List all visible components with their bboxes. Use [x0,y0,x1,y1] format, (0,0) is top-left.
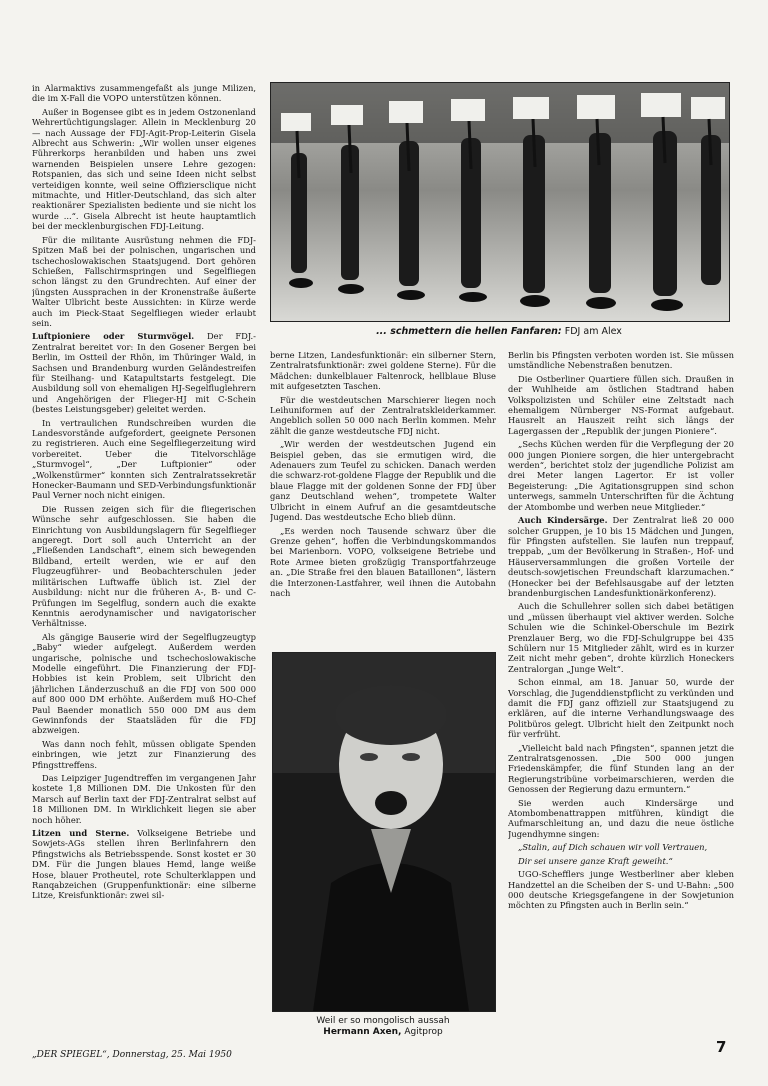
paragraph [32,828,256,901]
caption-text: FDJ am Alex [564,326,622,337]
caption-name: Hermann Axen, [323,1027,402,1037]
paragraph [32,331,256,414]
photo-fanfare-march [270,82,730,322]
paragraph: Die Ostberliner Quartiere füllen sich. Draußen in der Wuhlheide am östlichen Stadtrand haben Volkspolizisten und Schüler eine Zeltstadt nach ehemaligem Nürnberger NS-Format aufgebaut. Hausrelt an Hauszeit reiht sich längs der Lagergassen der „Republik der jungen Pioniere“. [508,373,734,436]
paragraph [508,515,734,598]
caption-lead: ... schmettern die hellen Fanfaren: [376,326,562,337]
photo-portrait-graphic [273,653,495,1011]
paragraph-text: Der FDJ.-Zentralrat bereitet vor: In den Gosener Bergen bei Berlin, im Ostteil der Rhön, im Thüringer Wald, in Sachsen und Brandenburg wurden Geländestreifen für Steilhang- und Katapultstarts festgelegt. Die Ausbildung soll von ehemaligen HJ-Segelfluglehrern und Angehörigen der Flieger-HJ mit C-Schein (bestes Leistungsgeber) geleitet werden. [32,331,256,415]
section-lead: Litzen und Sterne. [32,828,130,839]
paragraph: „Wir werden der westdeutschen Jugend ein Beispiel geben, das sie ermutigen wird, die Adenauers zum Teufel zu schicken. Danach werden die schwarz-rot-goldene Flagge der Republik und die blaue Flagge mit der goldenen Sonne der FDJ über ganz Deutschland wehen“, trompetete Walter Ulbricht in einem Aufruf an die gesamtdeutsche Jugend. Das westdeutsche Echo blieb dünn. [270,439,496,523]
paragraph-text: Der Zentralrat ließ 20 000 solcher Gruppen, je 10 bis 15 Mädchen und Jungen, für Pfingsten aufstellen. Sie laufen nun treppauf, treppab, „um der Bevölkerung in Straßen-, Hof- und Häuserversammlungen die großen Vorteile der deutsch-sowjetischen Freundschaft klarzumachen.“ (Honecker bei der Befehlsausgabe auf der letzten brandenburgischen Landesfunktionärkonferenz). [508,515,734,598]
caption-line: Weil er so mongolisch aussah [316,1016,450,1026]
paragraph-text: Volkseigene Betriebe und Sowjets-AGs stellen ihren Berlinfahrern den Pfingstwichs als Betriebsspende. Sonst kostet er 30 DM. Für die Jungen blaues Hemd, lange weiße Hose, blauer Protheutel, rote Schulterklappen und Ranqabzeichen (Gruppenfunktionär: eine silberne Litze, Kreisfunktionär: zwei sil- [32,828,256,901]
paragraph: berne Litzen, Landesfunktionär: ein silberner Stern, Zentralratsfunktionär: zwei goldene Sterne). Für die Mädchen: dunkelblauer Faltenrock, hellblaue Bluse mit aufgesetzten Taschen. [270,350,496,392]
paragraph: Auch die Schullehrer sollen sich dabei betätigen und „müssen überhaupt viel aktiver werden. Solche Schulen wie die Schinkel-Oberschule im Bezirk Prenzlauer Berg, wo die FDJ-Schulgruppe bei 435 Schülern nur 15 Mitglieder zählt, wird es in kurzer Zeit nicht mehr geben“, drohte kürzlich Honeckers Zentralorgan „Junge Welt“. [508,601,734,674]
photo-caption-top [270,326,728,337]
page-number: 7 [716,1038,727,1056]
paragraph: Für die militante Ausrüstung nehmen die FDJ-Spitzen Maß bei der polnischen, ungarischen und tschechoslowakischen Staatsjugend. Dort gehören Schießen, Fallschirmspringen und Segelfliegen schon längst zu den Grundrechten. Auf einer der jüngsten Aussprachen in der Kronenstraße äußerte Walter Ulbricht beste Aussichten: in Kürze werde auch im Pieck-Staat Segelfliegen wieder erlaubt sein. [32,234,256,328]
paragraph: Sie werden auch Kindersärge und Atombombenattrappen mitführen, kündigt die Aufmarschleitung an, und dazu die neue östliche Jugendhymne singen: [508,797,734,839]
paragraph: Als gängige Bauserie wird der Segelflugzeugtyp „Baby“ wieder aufgelegt. Außerdem werden ungarische, polnische und tschechoslowakische Modelle eingeführt. Die Finanzierung der FDJ-Hobbies ist kein Problem, seit Ulbricht den jährlichen Länderzuschuß an die FDJ von 500 000 auf 800 000 DM erhöhte. Außerdem muß HO-Chef Paul Baender monatlich 550 000 DM aus dem Gewinnfonds der Staatsläden für die FDJ abzweigen. [32,631,256,736]
paragraph: Schon einmal, am 18. Januar 50, wurde der Vorschlag, die Jugenddienstpflicht zu verkünden und damit die FDJ ganz offiziell zur Staatsjugend zu erklären, auf die interne Verhandlungswaage des Politbüros gelegt. Ulbricht hielt den Zeitpunkt noch für verfrüht. [508,677,734,740]
paragraph: Berlin bis Pfingsten verboten worden ist. Sie müssen umständliche Nebenstraßen benutzen. [508,350,734,371]
paragraph: Außer in Bogensee gibt es in jedem Ostzonenland Wehrertüchtigungslager. Allein in Mecklenburg 20 — nach Aussage der FDJ-Agit-Prop-Leiterin Gisela Albrecht aus Schwerin: „Wir wollen unser eigenes Führerkorps heranbilden und haben uns zwei warnenden Beispielen unsere Lehre gezogen: Rotspanien, das sich und seine Ideen nicht selbst verteidigen konnte, weil seine Offiziersclique nicht mitmachte, und Hitler-Deutschland, das sich alter reaktionärer Spezialisten bediente und sie nicht los wurde ...“. Gisela Albrecht ist heute hauptamtlich bei der mecklenburgischen FDJ-Leitung. [32,106,256,232]
caption-role: Agitprop [404,1027,443,1037]
article-column-2 [270,350,496,642]
article-column-3 [508,350,734,1045]
paragraph: In vertraulichen Rundschreiben wurden die Landesvorstände aufgefordert, geeignete Personen zu registrieren. Auch eine Segelfliegerzeitung wird vorbereitet. Ueber die Titelvorschläge „Sturmvogel“, „Der Luftpionier“ oder „Wolkenstürmer“ konnten sich Zentralratssekretär Honecker-Baumann und SED-Verbindungsfunktionär Paul Verner noch nicht einigen. [32,417,256,501]
song-line: Dir sei unsere ganze Kraft geweiht.“ [518,855,673,866]
section-lead: Auch Kindersärge. [518,515,608,526]
paragraph: Was dann noch fehlt, müssen obligate Spenden einbringen, wie jetzt zur Finanzierung des Pfingsttreffens. [32,738,256,770]
article-column-1 [32,83,256,1048]
caption-line [272,1027,494,1038]
paragraph: Für die westdeutschen Marschierer liegen noch Leihuniformen auf der Zentralratskleiderkammer. Angeblich sollen 50 000 nach Berlin kommen. Mehr zählt die ganze westdeutsche FDJ nicht. [270,394,496,436]
paragraph: Die Russen zeigen sich für die fliegerischen Wünsche sehr aufgeschlossen. Sie haben die Einrichtung von Ausbildungslagern für Segelflieger angeregt. Dort soll auch Unterricht an der „Fließenden Landschaft“, einem sich bewegenden Bildband, erteilt werden, wie er auf den Flugzeugführer- und Beobachterschulen jeder militärischen Luftwaffe üblich ist. Ziel der Ausbildung: nicht nur die früheren A-, B- und C-Prüfungen im Segelflug, sondern auch die exakte Kenntnis aerodynamischer und navigatorischer Verhältnisse. [32,503,256,629]
song-line: „Stalin, auf Dich schauen wir voll Vertrauen, [518,842,708,853]
section-lead: Luftpioniere oder Sturmvögel. [32,331,195,342]
paragraph: „Es werden noch Tausende schwarz über die Grenze gehen“, hoffen die Verbindungskommandos bei Marienborn. VOPO, volkseigene Betriebe und Rote Armee bieten großzügig Transportfahrzeuge an. „Die Straße frei den blauen Bataillonen“, lästern die Interzonen-Lastfahrer, weil ihnen die Autobahn nach [270,525,496,598]
photo-caption-portrait [272,1016,494,1038]
paragraph: UGO-Schefflers junge Westberliner aber kleben Handzettel an die Scheiben der S- und U-Bahn: „500 000 deutsche Kriegsgefangene in der Sowjetunion möchten zu Pfingsten auch in Berlin sein.“ [508,869,734,911]
photo-fanfare-graphic [271,83,729,321]
paragraph: in Alarmaktivs zusammengefaßt als junge Milizen, die im X-Fall die VOPO unterstützen können. [32,83,256,104]
photo-portrait-axen [272,652,496,1012]
paragraph: „Vielleicht bald nach Pfingsten“, spannen jetzt die Zentralratsgenossen. „Die 500 000 jungen Friedenskämpfer, die fünf Stunden lang an der Regierungstribüne vorbeimarschieren, werden die Genossen der Regierung dazu ermuntern.“ [508,742,734,795]
page-footer-source: „DER SPIEGEL“, Donnerstag, 25. Mai 1950 [32,1050,232,1060]
paragraph: „Sechs Küchen werden für die Verpflegung der 20 000 jungen Pioniere sorgen, die hier untergebracht werden“, berichtet stolz der jugendliche Polizist am drei Meter langen Lagertor. Er ist voller Begeisterung: „Die Agitationsgruppen sind schon unterwegs, sammeln Unterschriften für die Ächtung der Atombombe und werben neue Mitglieder.“ [508,439,734,512]
paragraph: Das Leipziger Jugendtreffen im vergangenen Jahr kostete 1,8 Millionen DM. Die Unkosten für den Marsch auf Berlin taxt der FDJ-Zentralrat selbst auf 18 Millionen DM. In Wirklichkeit liegen sie aber noch höher. [32,773,256,825]
